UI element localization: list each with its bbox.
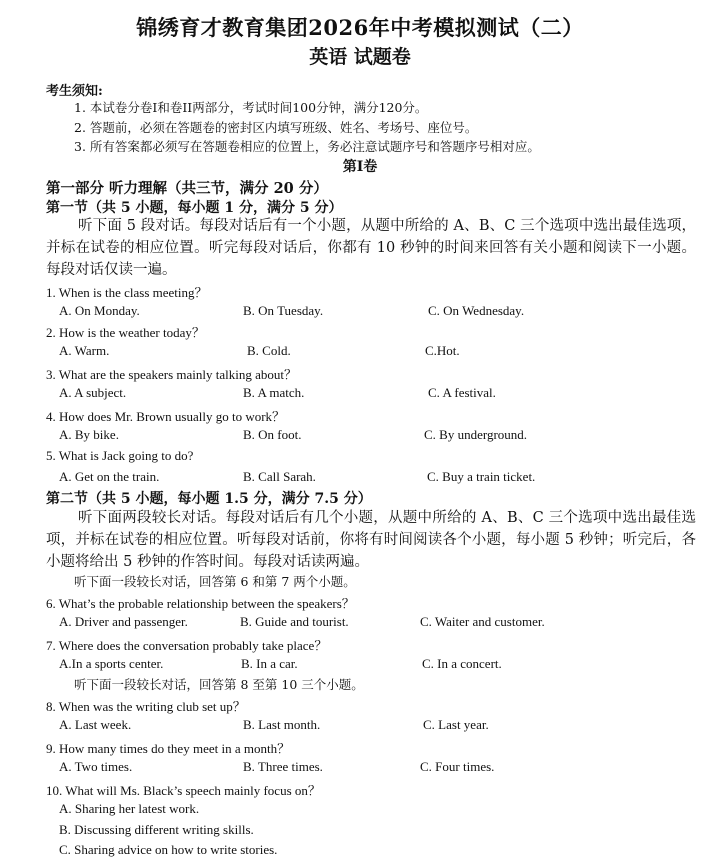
option-b: B. In a car.	[241, 656, 298, 671]
option-c: C. Last year.	[423, 717, 489, 732]
question: 5. What is Jack going to do?	[46, 448, 194, 463]
option-c: C. Buy a train ticket.	[427, 469, 536, 484]
option-a: A. Get on the train.	[59, 469, 160, 484]
option-c: C.Hot.	[425, 343, 460, 358]
section1-instruction: 听下面 5 段对话。每段对话后有一个小题，从题中所给的 A、B、C 三个选项中选出最佳选项，并标在试卷的相应位置。听完每段对话后，你都有 10 秒钟的时间来回答有关小题和阅读下一小题。每段对话仅读一遍。	[46, 218, 696, 278]
option-c: C. On Wednesday.	[428, 303, 525, 318]
option-a: A. Sharing her latest work.	[59, 801, 200, 816]
volume-heading: 第I卷	[342, 159, 378, 175]
option-b: B. Three times.	[243, 759, 323, 774]
part1-title: 第一部分 听力理解（共三节，满分 20 分）	[46, 180, 328, 197]
option-b: B. Discussing different writing skills.	[59, 822, 254, 837]
question: 6. What’s the probable relationship between the speakers？	[46, 596, 355, 611]
exam-subtitle: 英语 试题卷	[309, 46, 411, 68]
option-b: B. On foot.	[243, 427, 302, 442]
option-b: B. A match.	[243, 385, 305, 400]
section2-instruction: 听下面两段较长对话。每段对话后有几个小题，从题中所给的 A、B、C 三个选项中选出最佳选项，并标在试卷的相应位置。听每段对话前，你将有时间阅读各个小题，每小题 5 秒钟；听完后，各小题将给出 5 秒钟的作答时间。每段对话读两遍。	[46, 510, 696, 570]
option-b: B. Guide and tourist.	[240, 614, 349, 629]
question: 1. When is the class meeting？	[46, 285, 208, 300]
option-a: A. By bike.	[59, 427, 119, 442]
option-b: B. On Tuesday.	[243, 303, 324, 318]
question: 10. What will Ms. Black’s speech mainly focus on？	[46, 783, 321, 798]
notice-item: 2. 答题前，必须在答题卷的密封区内填写班级、姓名、考场号、座位号。	[74, 120, 478, 135]
notice-item: 3. 所有答案都必须写在答题卷相应的位置上，务必注意试题序号和答题序号相对应。	[74, 139, 540, 154]
option-c: C. Waiter and customer.	[420, 614, 545, 629]
question: 4. How does Mr. Brown usually go to work？	[46, 409, 286, 424]
option-a: A. Two times.	[59, 759, 133, 774]
notice-item: 1. 本试卷分卷I和卷II两部分，考试时间100分钟，满分120分。	[74, 100, 428, 115]
option-c: C. Four times.	[420, 759, 495, 774]
option-b: B. Cold.	[247, 343, 291, 358]
option-b: B. Call Sarah.	[243, 469, 316, 484]
question: 7. Where does the conversation probably take place？	[46, 638, 328, 653]
option-a: A. Driver and passenger.	[59, 614, 188, 629]
option-a: A.In a sports center.	[59, 656, 164, 671]
option-c: C. By underground.	[424, 427, 528, 442]
question: 8. When was the writing club set up？	[46, 699, 246, 714]
option-a: A. On Monday.	[59, 303, 140, 318]
notice-heading: 考生须知:	[46, 84, 103, 99]
option-a: A. Last week.	[59, 717, 132, 732]
option-c: C. In a concert.	[422, 656, 502, 671]
section1-title: 第一节（共 5 小题，每小题 1 分，满分 5 分）	[46, 200, 343, 216]
listening-note: 听下面一段较长对话，回答第 8 至第 10 三个小题。	[74, 677, 364, 692]
option-c: C. A festival.	[428, 385, 496, 400]
option-a: A. A subject.	[59, 385, 127, 400]
option-c: C. Sharing advice on how to write stories.	[59, 842, 278, 857]
question: 3. What are the speakers mainly talking about？	[46, 367, 298, 382]
exam-title: 锦绣育才教育集团2026年中考模拟测试（二）	[136, 15, 584, 40]
question: 9. How many times do they meet in a month？	[46, 741, 291, 756]
option-a: A. Warm.	[59, 343, 110, 358]
option-b: B. Last month.	[243, 717, 321, 732]
listening-note: 听下面一段较长对话，回答第 6 和第 7 两个小题。	[74, 574, 356, 589]
question: 2. How is the weather today？	[46, 325, 205, 340]
section2-title: 第二节（共 5 小题，每小题 1.5 分，满分 7.5 分）	[46, 491, 372, 507]
